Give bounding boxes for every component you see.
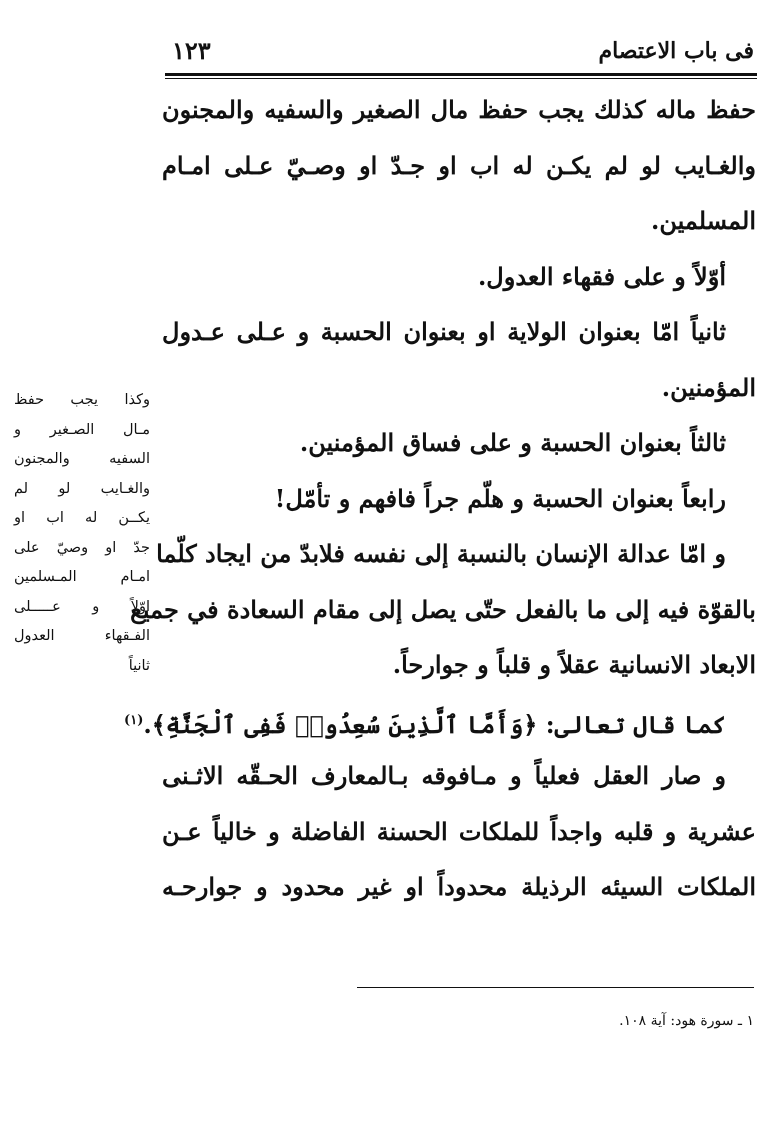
page-number: ١٢٣ (172, 36, 211, 65)
text-line: أوّلاً و على فقهاء العدول. (477, 261, 726, 291)
margin-note-line: اوّلاً و عـــــلى (14, 598, 150, 615)
text-line: المؤمنين. (661, 372, 756, 402)
quote-intro: كما قال تعالى: (545, 709, 726, 739)
margin-note (14, 386, 150, 681)
running-header-title: فى باب الاعتصام (598, 38, 754, 64)
text-line: بالقوّة فيه إلى ما بالفعل حتّى يصل إلى مقام السعادة في جميع (130, 594, 756, 624)
margin-note-line: السفيه والمجنون (14, 451, 150, 467)
margin-note-line: الفـقهاء العدول (14, 628, 150, 644)
text-line: و امّا عدالة الإنسان بالنسبة إلى نفسه فلابدّ من ايجاد كلّما (156, 539, 726, 568)
text-line: ثانياً امّا بعنوان الولاية او بعنوان الحسبة و عـلى عـدول (162, 317, 726, 346)
margin-note-line: يكــن له اب او (14, 510, 150, 526)
text-line: عشرية و قلبه واجداً للملكات الحسنة الفاضلة و خالياً عـن (162, 816, 756, 846)
footnote-separator (357, 987, 754, 988)
margin-note-line: ثانياً (128, 657, 150, 674)
quote-line: كما قال تعالى: ﴿وَأَمَّا ٱلَّذِينَ سُعِدُوا۟ فَفِى ٱلْجَنَّةِ﴾.$^{(١)}$ (124, 709, 726, 739)
quran-verse: ﴿وَأَمَّا ٱلَّذِينَ سُعِدُوا۟ فَفِى ٱلْجَنَّةِ﴾ (151, 709, 538, 739)
margin-note-line: امـام المـسلمين (14, 569, 150, 585)
text-line: و صار العقل فعلياً و مـافوقه بـالمعارف الحـقّه الاثـنى (162, 761, 726, 790)
text-line: ثالثاً بعنوان الحسبة و على فساق المؤمنين. (299, 428, 726, 457)
text-line: رابعاً بعنوان الحسبة و هلّم جراً فافهم و تأمّل! (274, 483, 726, 513)
footnote: ١ ـ سورة هود: آية ١٠٨. (619, 1013, 754, 1029)
text-line: حفظ ماله كذلك يجب حفظ مال الصغير والسفيه والمجنون (162, 95, 756, 124)
margin-note-line: جدّ او وصيّ على (14, 539, 150, 556)
main-text-block (124, 82, 756, 915)
text-line: والغـايب لو لم يكـن له اب او جـدّ او وصـيّ عـلى امـام (162, 150, 756, 180)
text-line: المسلمين. (651, 206, 756, 235)
margin-note-line: والغـايب لو لم (14, 480, 150, 497)
margin-note-line: مـال الصـغير و (14, 421, 150, 438)
margin-note-line: وكذا يجب حفظ (14, 392, 150, 408)
header-rule (165, 73, 757, 79)
text-line: الملكات السيئه الرذيلة محدوداً او غير محدود و جوارحـه (162, 872, 756, 901)
text-line: الابعاد الانسانية عقلاً و قلباً و جوارحاً. (392, 650, 756, 679)
footnote-marker: (١) (124, 712, 144, 728)
